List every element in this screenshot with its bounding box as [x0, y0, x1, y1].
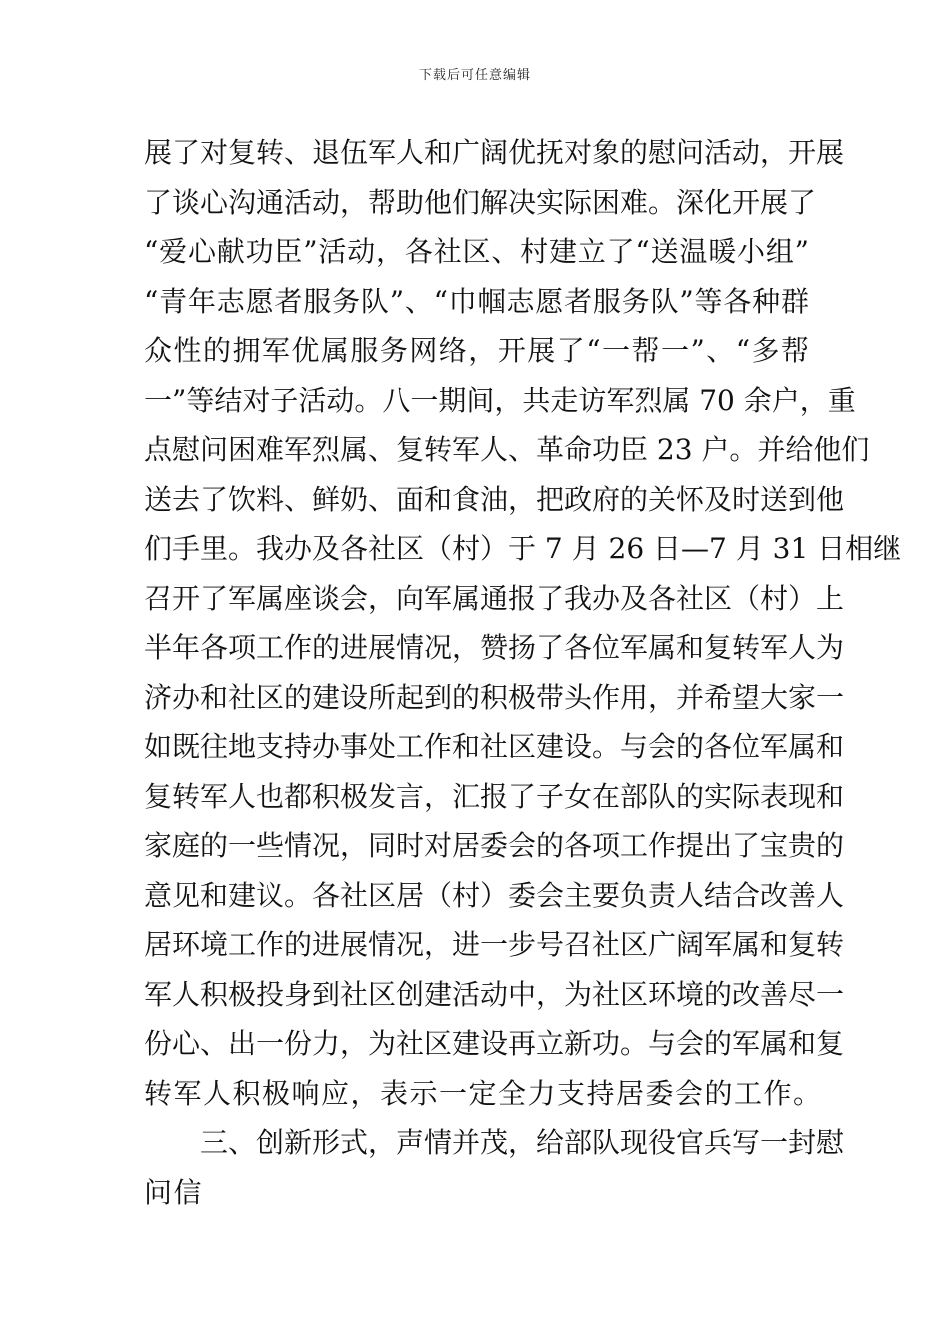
text-line: 军人积极投身到社区创建活动中，为社区环境的改善尽一 — [144, 977, 845, 1011]
text-line: 如既往地支持办事处工作和社区建设。与会的各位军属和 — [144, 730, 845, 763]
text-line: “爱心献功臣”活动，各社区、村建立了“送温暖小组” — [144, 235, 809, 268]
page-header: 下载后可任意编辑 — [418, 68, 531, 83]
text-line: 居环境工作的进展情况，进一步号召社区广阔军属和复转 — [144, 928, 845, 961]
text-line: 转军人积极响应，表示一定全力支持居委会的工作。 — [144, 1076, 823, 1110]
text-line: 济办和社区的建设所起到的积极带头作用，并希望大家一 — [144, 680, 845, 714]
text-line: 众性的拥军优属服务网络，开展了“一帮一”、“多帮 — [144, 334, 809, 367]
text-line: 了谈心沟通活动，帮助他们解决实际困难。深化开展了 — [144, 185, 817, 219]
text-line: 家庭的一些情况，同时对居委会的各项工作提出了宝贵的 — [144, 829, 845, 862]
text-line: 半年各项工作的进展情况，赞扬了各位军属和复转军人为 — [144, 631, 845, 664]
text-line: 召开了军属座谈会，向军属通报了我办及各社区（村）上 — [144, 581, 845, 615]
text-line: 一”等结对子活动。八一期间，共走访军烈属 70 余户，重 — [144, 383, 856, 417]
text-line: 们手里。我办及各社区（村）于 7 月 26 日—7 月 31 日相继 — [144, 532, 902, 565]
text-line: 送去了饮料、鲜奶、面和食油，把政府的关怀及时送到他 — [144, 482, 845, 516]
text-line: “青年志愿者服务队”、“巾帼志愿者服务队”等各种群 — [144, 284, 809, 318]
section-heading-line: 问信 — [144, 1175, 204, 1209]
text-line: 点慰问困难军烈属、复转军人、革命功臣 23 户。并给他们 — [144, 433, 870, 466]
text-line: 份心、出一份力，为社区建设再立新功。与会的军属和复 — [144, 1027, 845, 1060]
text-line: 意见和建议。各社区居（村）委会主要负责人结合改善人 — [144, 878, 845, 912]
section-heading-line: 三、创新形式，声情并茂，给部队现役官兵写一封慰 — [200, 1126, 845, 1159]
text-line: 复转军人也都积极发言，汇报了子女在部队的实际表现和 — [144, 779, 845, 813]
document-body — [144, 128, 902, 1217]
text-line: 展了对复转、退伍军人和广阔优抚对象的慰问活动，开展 — [144, 136, 845, 169]
